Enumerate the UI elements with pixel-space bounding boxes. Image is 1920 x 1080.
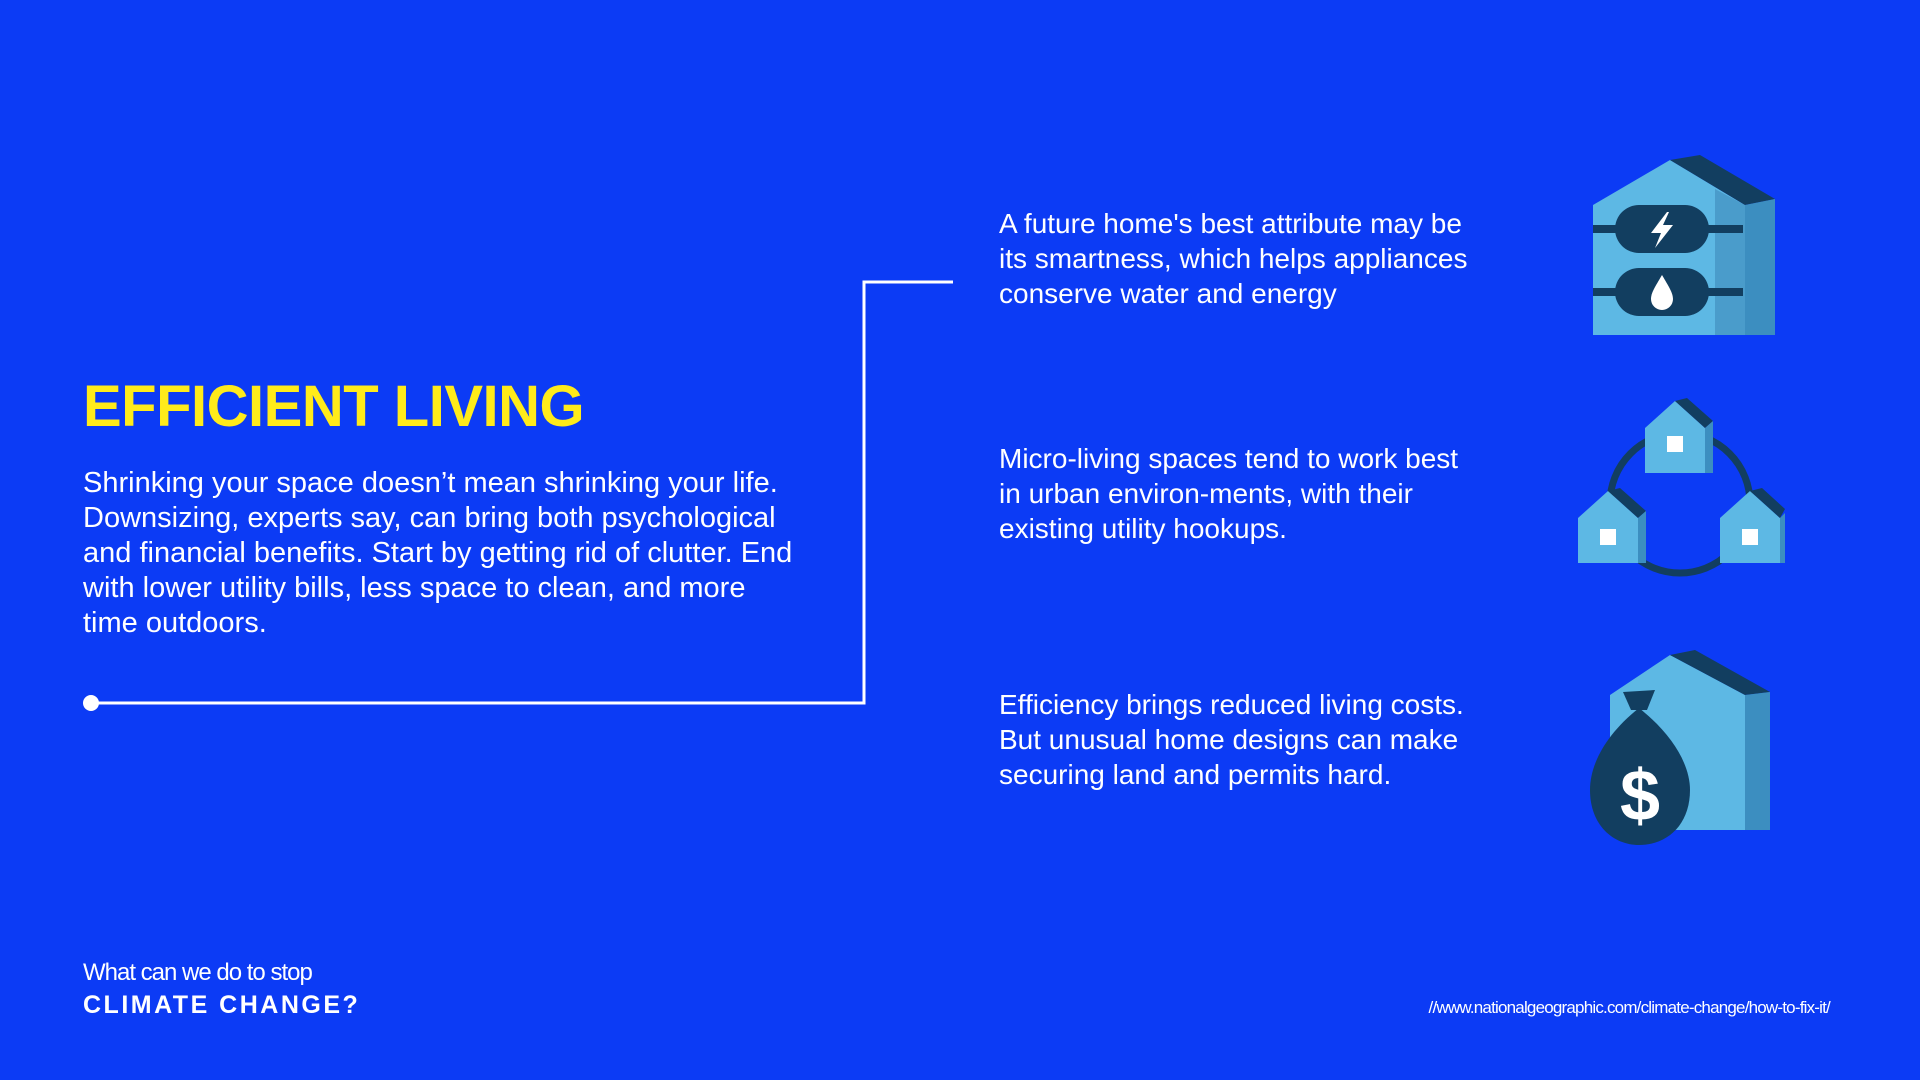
- intro-paragraph: Shrinking your space doesn’t mean shrinking your life. Downsizing, experts say, can bring both psychological and financial benefits. Start by getting rid of clutter. End with lower utility bills, less space to clean, and more time outdoors.: [83, 467, 793, 639]
- connector-dot: [83, 695, 99, 711]
- svg-text:$: $: [1619, 756, 1661, 836]
- footer-question: What can we do to stop: [83, 959, 312, 986]
- money-bag-house-icon: [1585, 650, 1775, 850]
- item-text-micro-living: Micro-living spaces tend to work best in urban environ-ments, with their existing utility hookups.: [999, 443, 1459, 544]
- footer-topic: CLIMATE CHANGE?: [83, 991, 361, 1019]
- item-text-living-costs: Efficiency brings reduced living costs. But unusual home designs can make securing land and permits hard.: [999, 689, 1464, 790]
- smart-home-icon: [1585, 155, 1775, 340]
- micro-living-houses-icon: [1575, 393, 1785, 603]
- item-text-smart-home: A future home's best attribute may be its smartness, which helps appliances conserve water and energy: [999, 208, 1468, 309]
- source-url: //www.nationalgeographic.com/climate-change/how-to-fix-it/: [1428, 998, 1830, 1017]
- slide-title: EFFICIENT LIVING: [83, 374, 585, 439]
